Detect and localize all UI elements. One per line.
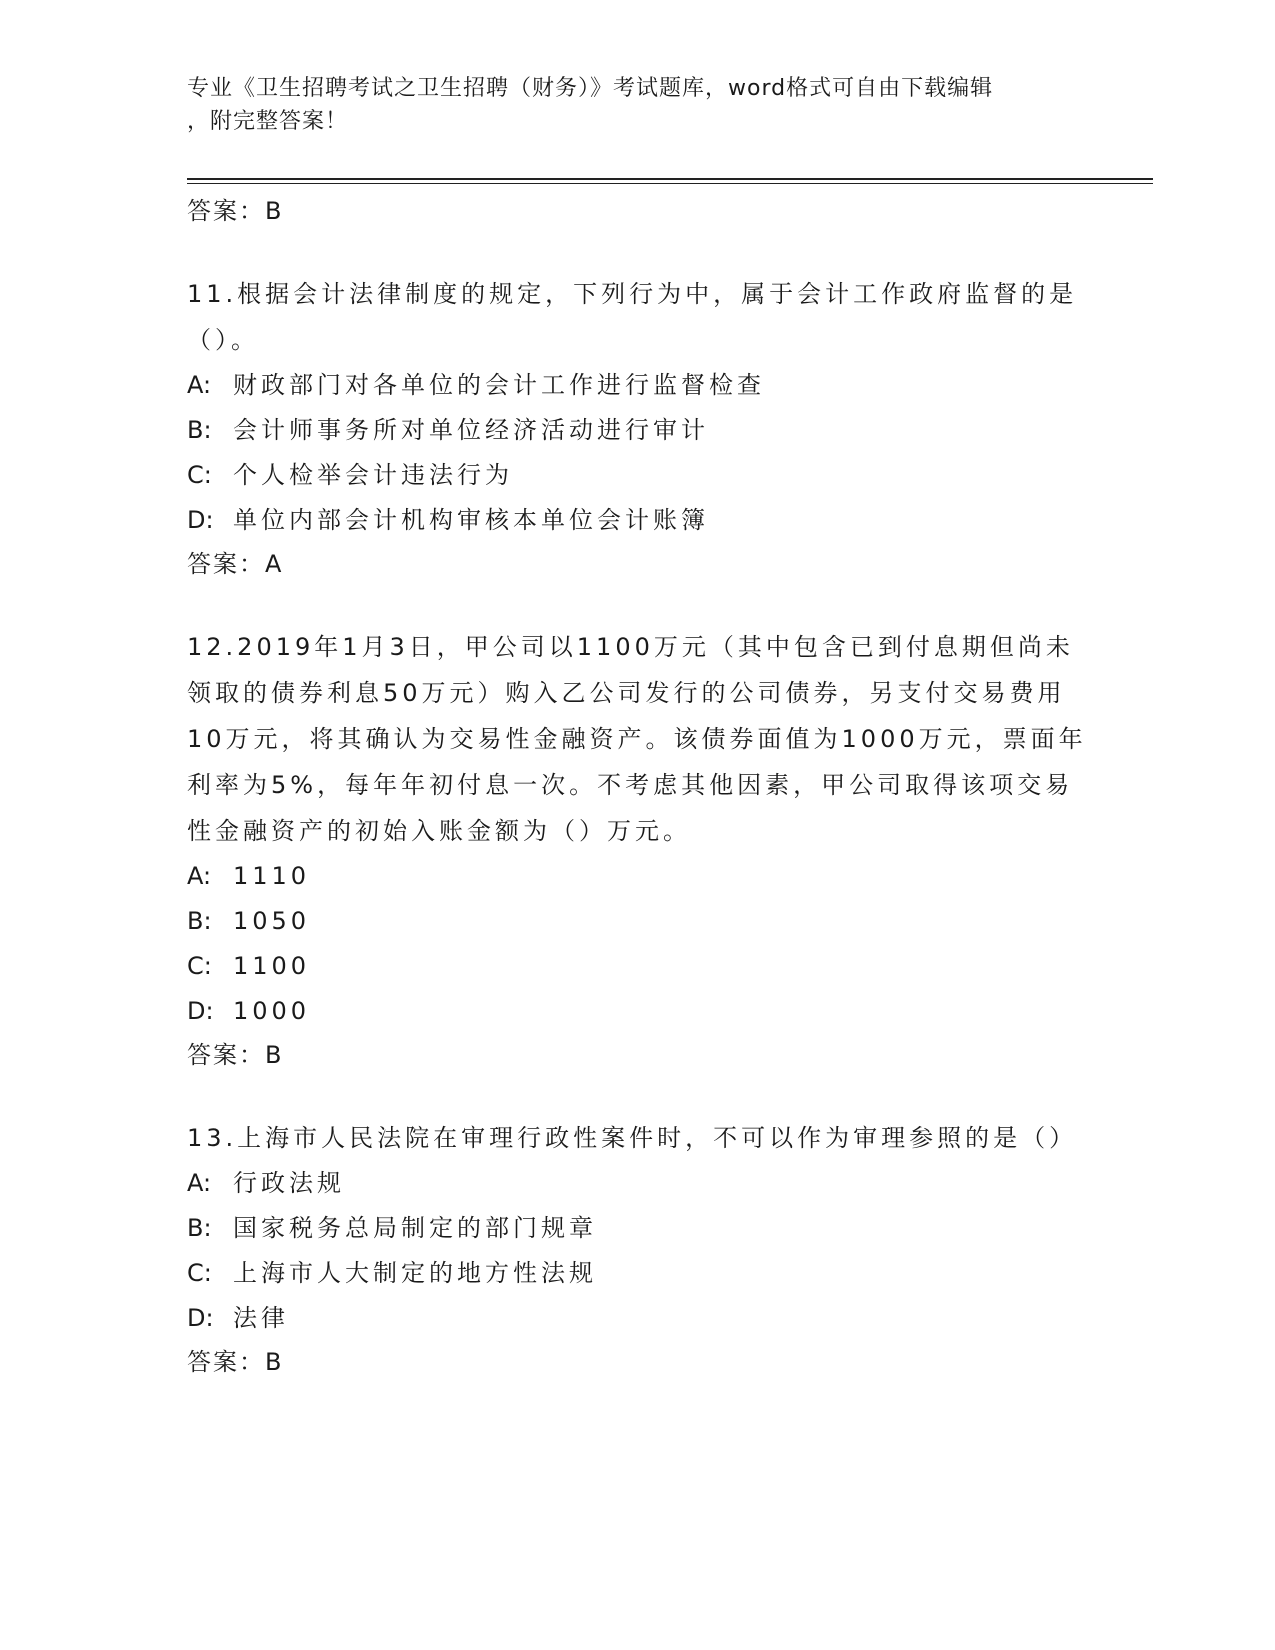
question-text: 12.2019年1月3日，甲公司以1100万元（其中包含已到付息期但尚未领取的债券利息50万元）购入乙公司发行的公司债券，另支付交易费用10万元，将其确认为交易性金融资产。该债券面值为1000万元，票面年利率为5%，每年年初付息一次。不考虑其他因素，甲公司取得该项交易性金融资产的初始入账金额为（）万元。 [187, 633, 1087, 845]
question-text: 13.上海市人民法院在审理行政性案件时，不可以作为审理参照的是（） [187, 1124, 1078, 1152]
option-letter: D: [187, 506, 214, 534]
option-d [187, 498, 1087, 543]
document-body [187, 190, 1087, 1380]
option-letter: A: [187, 371, 212, 399]
option-letter: B: [187, 416, 212, 444]
question-text: 11.根据会计法律制度的规定，下列行为中，属于会计工作政府监督的是（）。 [187, 280, 1078, 354]
option-c [187, 1251, 1087, 1296]
question-12 [187, 624, 1087, 1073]
answer: 答案：B [187, 1348, 284, 1376]
header-line-1: 专业《卫生招聘考试之卫生招聘（财务）》考试题库，word格式可自由下载编辑 [187, 76, 994, 101]
option-b [187, 1206, 1087, 1251]
option-d [187, 1296, 1087, 1341]
option-b [187, 408, 1087, 453]
option-letter: B: [187, 907, 212, 935]
option-letter: A: [187, 1169, 212, 1197]
option-text: 财政部门对各单位的会计工作进行监督检查 [233, 371, 765, 399]
header-divider-thick [187, 178, 1153, 180]
option-letter: D: [187, 997, 214, 1025]
option-text: 行政法规 [233, 1169, 345, 1197]
option-text: 法律 [233, 1304, 289, 1332]
header-line-2: ，附完整答案！ [187, 109, 349, 134]
option-d [187, 989, 1087, 1034]
header-divider-thin [187, 183, 1153, 184]
option-letter: A: [187, 862, 212, 890]
option-text: 个人检举会计违法行为 [233, 461, 513, 489]
option-text: 1000 [233, 997, 311, 1025]
option-text: 单位内部会计机构审核本单位会计账簿 [233, 506, 709, 534]
previous-question-answer: 答案：B [187, 197, 284, 225]
option-c [187, 453, 1087, 498]
option-letter: C: [187, 1259, 212, 1287]
option-text: 国家税务总局制定的部门规章 [233, 1214, 597, 1242]
option-b [187, 899, 1087, 944]
option-text: 会计师事务所对单位经济活动进行审计 [233, 416, 709, 444]
answer: 答案：B [187, 1041, 284, 1069]
option-text: 1050 [233, 907, 311, 935]
option-c [187, 944, 1087, 989]
option-a [187, 363, 1087, 408]
document-header [187, 72, 1067, 138]
answer: 答案：A [187, 550, 284, 578]
option-a [187, 854, 1087, 899]
option-letter: C: [187, 952, 212, 980]
question-11 [187, 271, 1087, 582]
option-a [187, 1161, 1087, 1206]
question-13 [187, 1115, 1087, 1380]
option-text: 1110 [233, 862, 311, 890]
option-text: 上海市人大制定的地方性法规 [233, 1259, 597, 1287]
option-letter: B: [187, 1214, 212, 1242]
option-letter: C: [187, 461, 212, 489]
option-letter: D: [187, 1304, 214, 1332]
option-text: 1100 [233, 952, 311, 980]
